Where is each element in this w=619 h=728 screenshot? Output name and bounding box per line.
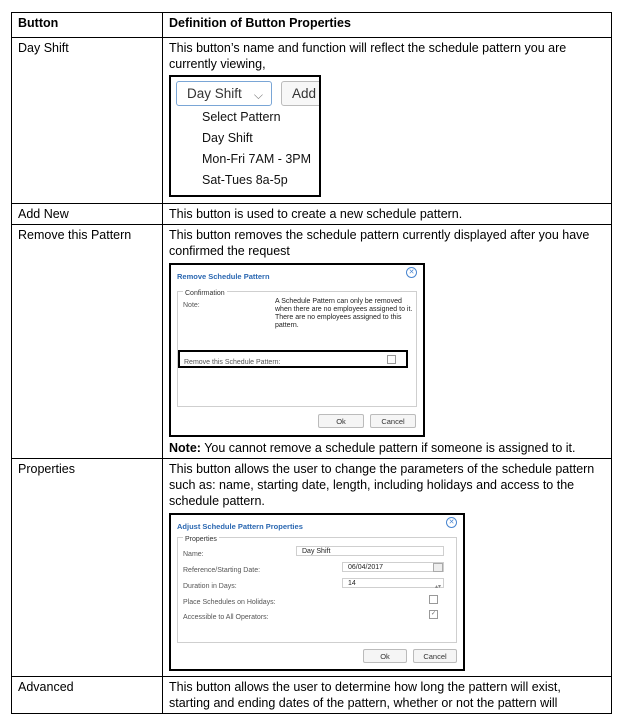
remove-note <box>169 440 605 456</box>
name-label: Name: <box>183 551 204 558</box>
row-definition: This button allows the user to determine how long the pattern will exist, starting and ending dates of the pattern, whether or not the pattern will <box>163 677 612 714</box>
date-label: Reference/Starting Date: <box>183 567 261 574</box>
note-text: You cannot remove a schedule pattern if someone is assigned to it. <box>200 441 576 455</box>
dropdown-options <box>176 107 314 191</box>
duration-input[interactable]: 14 <box>342 578 444 588</box>
row-definition <box>163 459 612 677</box>
checkbox-highlight <box>178 350 408 368</box>
dropdown-option[interactable]: Select Pattern <box>202 110 281 124</box>
day-shift-dropdown-figure <box>169 75 321 197</box>
header-button: Button <box>12 13 163 38</box>
ok-button[interactable]: Ok <box>318 414 364 428</box>
close-circle-icon[interactable]: ✕ <box>446 517 457 528</box>
remove-checkbox-label: Remove this Schedule Pattern: <box>184 359 281 366</box>
cancel-button[interactable]: Cancel <box>370 414 416 428</box>
definition-text: This button removes the schedule pattern currently displayed after you have confirmed the request <box>169 228 590 258</box>
note-bold-label: Note: <box>169 441 201 455</box>
properties-fieldset <box>177 537 457 643</box>
row-button-name: Advanced <box>12 677 163 714</box>
row-definition: This button is used to create a new schedule pattern. <box>163 204 612 225</box>
holidays-checkbox[interactable] <box>429 595 438 604</box>
add-button-label: Add <box>292 86 317 101</box>
fieldset-legend: Confirmation <box>183 286 227 302</box>
table-row <box>12 204 612 225</box>
access-checkbox[interactable]: ✓ <box>430 611 437 617</box>
remove-pattern-dialog <box>169 263 425 437</box>
fieldset-legend: Properties <box>183 532 219 548</box>
ok-button[interactable]: Ok <box>363 649 407 663</box>
note-text: A Schedule Pattern can only be removed when there are no employees assigned to it. There are no employees assigned to this pattern. <box>275 298 413 329</box>
chevron-down-icon: ⌵ <box>253 88 263 102</box>
remove-checkbox[interactable] <box>387 355 396 364</box>
table-row <box>12 459 612 677</box>
header-definition: Definition of Button Properties <box>163 13 612 38</box>
row-button-name: Remove this Pattern <box>12 225 163 459</box>
table-row <box>12 677 612 714</box>
table-row <box>12 225 612 459</box>
table-row <box>12 38 612 204</box>
confirmation-fieldset <box>177 291 417 407</box>
calendar-icon[interactable] <box>433 563 443 572</box>
definition-text: This button’s name and function will reflect the schedule pattern you are currently viewing, <box>169 41 567 71</box>
name-input[interactable]: Day Shift <box>296 546 444 556</box>
dialog-title: Adjust Schedule Pattern Properties <box>177 522 303 531</box>
dialog-title: Remove Schedule Pattern <box>177 272 270 281</box>
date-input[interactable]: 06/04/2017 <box>342 562 444 572</box>
table-header-row <box>12 13 612 38</box>
row-definition <box>163 38 612 204</box>
pattern-dropdown[interactable] <box>176 81 272 106</box>
dropdown-option[interactable]: Mon-Fri 7AM - 3PM <box>202 152 312 166</box>
note-label: Note: <box>183 302 200 309</box>
row-button-name: Properties <box>12 459 163 677</box>
dropdown-value: Day Shift <box>187 86 242 101</box>
button-definitions-table <box>11 12 612 714</box>
row-button-name: Day Shift <box>12 38 163 204</box>
holidays-label: Place Schedules on Holidays: <box>183 599 276 606</box>
add-new-button[interactable] <box>281 81 321 106</box>
dropdown-option[interactable]: Sat-Tues 8a-5p <box>202 173 288 187</box>
row-button-name: Add New <box>12 204 163 225</box>
properties-dialog <box>169 513 465 671</box>
definition-text: This button allows the user to change the parameters of the schedule pattern such as: name, starting date, length, including holidays and access to the schedule pattern. <box>169 462 595 508</box>
cancel-button[interactable]: Cancel <box>413 649 457 663</box>
access-label: Accessible to All Operators: <box>183 614 269 621</box>
duration-label: Duration in Days: <box>183 583 237 590</box>
dropdown-option[interactable]: Day Shift <box>202 131 253 145</box>
row-definition <box>163 225 612 459</box>
spinner-arrows-icon[interactable]: ▴▾ <box>435 584 442 590</box>
close-circle-icon[interactable]: ✕ <box>406 267 417 278</box>
